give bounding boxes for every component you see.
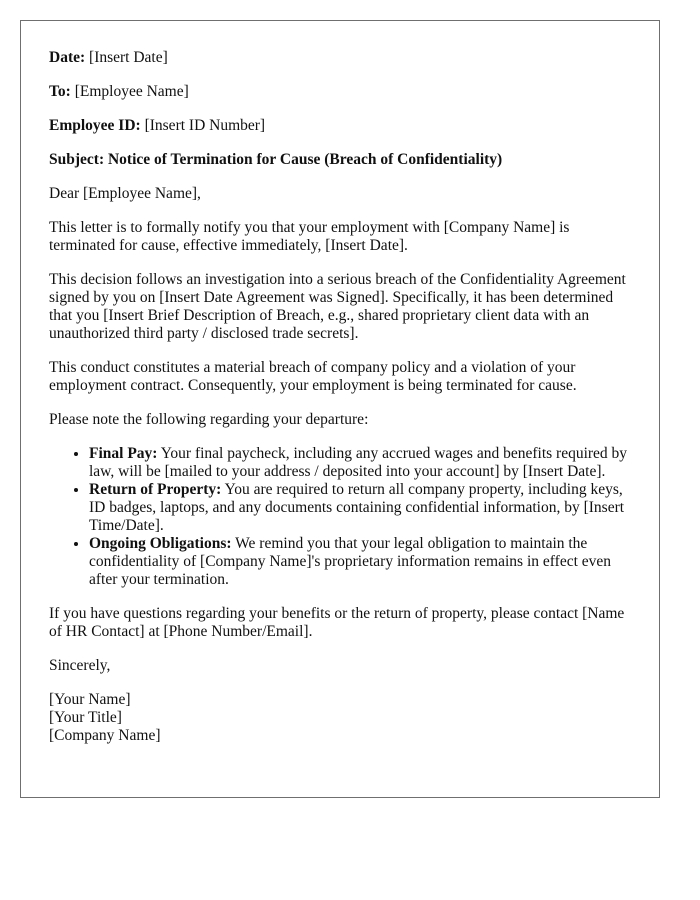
date-label: Date: (49, 49, 86, 66)
to-line (49, 83, 631, 101)
to-value: [Employee Name] (74, 83, 189, 100)
signature-name: [Your Name] (49, 691, 131, 708)
return-of-property-label: Return of Property: (89, 481, 222, 498)
return-of-property-text: You are required to return all company property, including keys, ID badges, laptops, and any documents containing confidential information, by [Insert Time/Date]. (89, 481, 625, 534)
departure-list (49, 445, 631, 589)
date-value: [Insert Date] (89, 49, 168, 66)
final-pay-text: Your final paycheck, including any accrued wages and benefits required by law, will be [mailed to your address / deposited into your account] by [Insert Date]. (89, 445, 628, 480)
list-item-final-pay (89, 445, 631, 481)
list-item-return-of-property (89, 481, 631, 535)
final-pay-label: Final Pay: (89, 445, 158, 462)
signature-title: [Your Title] (49, 709, 122, 726)
salutation: Dear [Employee Name], (49, 185, 201, 202)
paragraph-breach-details: This decision follows an investigation into a serious breach of the Confidentiality Agreement signed by you on [Insert Date Agreement was Signed]. Specifically, it has been determined that you [Insert Brief Description of Breach, e.g., shared proprietary client data with an unauthorized third party / disclosed trade secrets]. (49, 271, 626, 342)
paragraph-departure-intro: Please note the following regarding your departure: (49, 411, 369, 428)
date-line (49, 49, 631, 67)
ongoing-obligations-text: We remind you that your legal obligation to maintain the confidentiality of [Company Name]'s proprietary information remains in effect even after your termination. (89, 535, 612, 588)
closing: Sincerely, (49, 657, 111, 674)
subject-line: Subject: Notice of Termination for Cause (Breach of Confidentiality) (49, 151, 503, 168)
paragraph-termination-notice: This letter is to formally notify you that your employment with [Company Name] is terminated for cause, effective immediately, [Insert Date]. (49, 219, 570, 254)
ongoing-obligations-label: Ongoing Obligations: (89, 535, 232, 552)
employee-id-label: Employee ID: (49, 117, 141, 134)
paragraph-conduct: This conduct constitutes a material breach of company policy and a violation of your employment contract. Consequently, your employment is being terminated for cause. (49, 359, 577, 394)
paragraph-contact: If you have questions regarding your benefits or the return of property, please contact [Name of HR Contact] at [Phone Number/Email]. (49, 605, 625, 640)
to-label: To: (49, 83, 71, 100)
signature-block (49, 691, 631, 745)
employee-id-value: [Insert ID Number] (144, 117, 266, 134)
employee-id-line (49, 117, 631, 135)
list-item-ongoing-obligations (89, 535, 631, 589)
signature-company: [Company Name] (49, 727, 161, 744)
letter-page (20, 20, 660, 798)
